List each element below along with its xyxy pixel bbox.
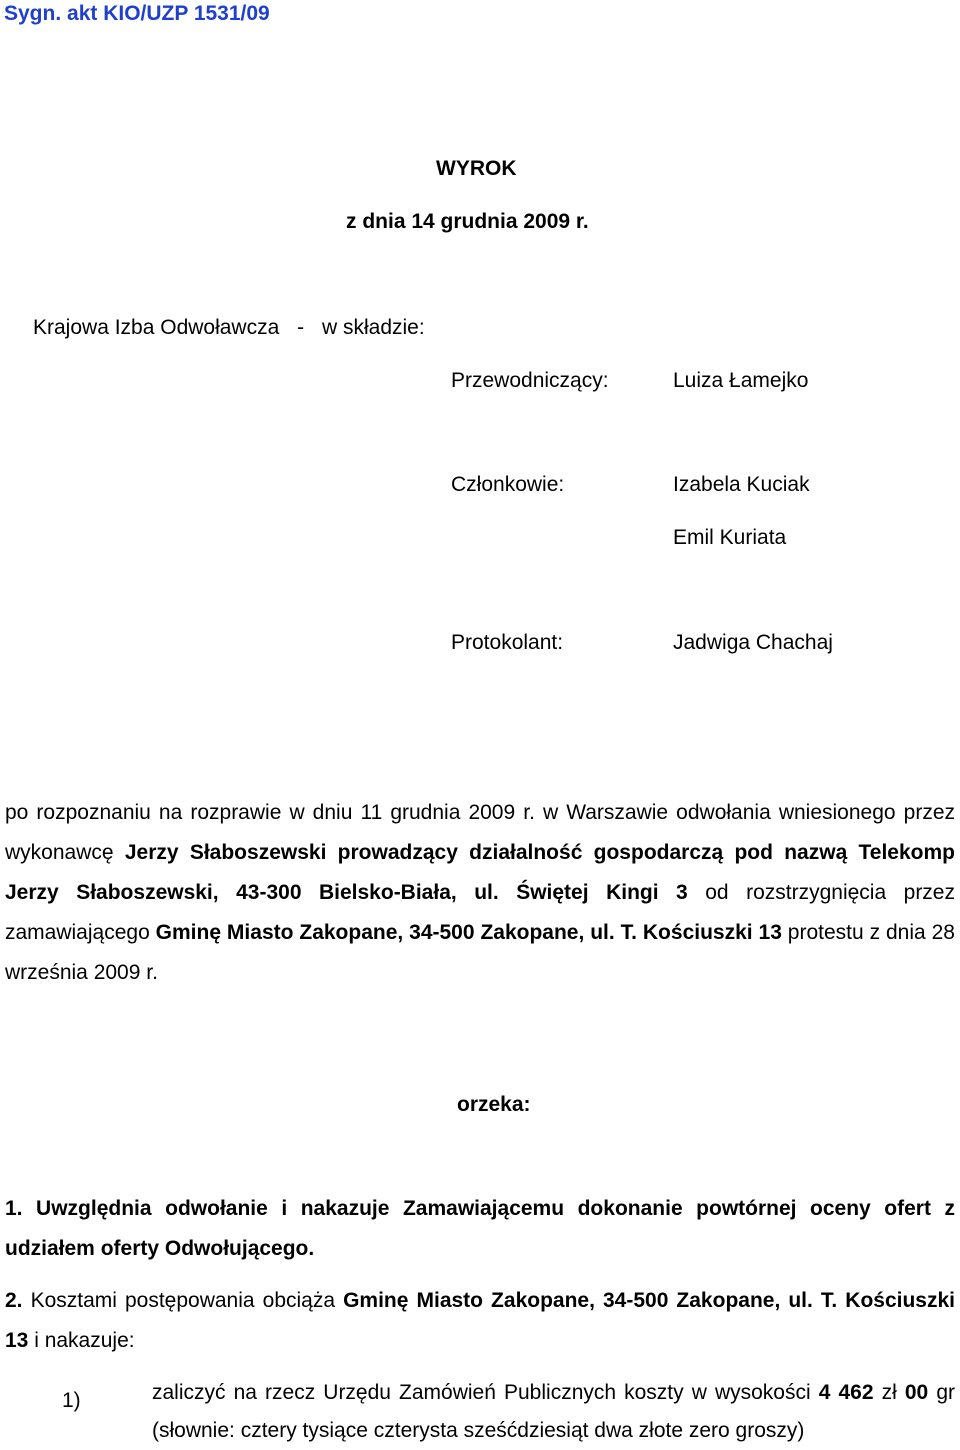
sub-point-1-body: zaliczyć na rzecz Urzędu Zamówień Publicznych koszty w wysokości bbox=[152, 1381, 819, 1404]
ruling-heading: orzeka: bbox=[457, 1093, 531, 1116]
document-title: WYROK bbox=[436, 157, 517, 180]
point-2-tail: i nakazuje: bbox=[28, 1329, 135, 1352]
amount-unit: zł bbox=[873, 1381, 905, 1404]
ruling-point-1: 1. Uwzględnia odwołanie i nakazuje Zamawiającemu dokonanie powtórnej oceny ofert z udziałem oferty Odwołującego. bbox=[5, 1197, 955, 1260]
amount-in-words: gr (słownie: cztery tysiące czterysta sześćdziesiąt dwa złote zero groszy) bbox=[152, 1381, 955, 1442]
member-name-2: Emil Kuriata bbox=[673, 526, 787, 549]
intro-paragraph bbox=[5, 793, 955, 993]
intro-text-2: od rozstrzygnięcia przez zamawiającego bbox=[5, 881, 955, 944]
intro-text-1: po rozpoznaniu na rozprawie w dniu 11 grudnia 2009 r. w Warszawie odwołania wniesionego przez wykonawcę bbox=[5, 801, 955, 864]
member-name-1: Izabela Kuciak bbox=[673, 473, 810, 496]
appellant-name: Jerzy Słaboszewski prowadzący działalność gospodarczą pod nazwą Telekomp Jerzy Słaboszewski, 43-300 Bielsko-Biała, ul. Świętej Kingi 3 bbox=[5, 841, 955, 904]
clerk-name: Jadwiga Chachaj bbox=[673, 631, 833, 654]
case-signature: Sygn. akt KIO/UZP 1531/09 bbox=[4, 2, 270, 25]
members-label: Członkowie: bbox=[451, 473, 565, 496]
chair-name: Luiza Łamejko bbox=[673, 369, 809, 392]
clerk-label: Protokolant: bbox=[451, 631, 564, 654]
intro-dash: - bbox=[297, 316, 305, 339]
cost-bearer: Gminę Miasto Zakopane, 34-500 Zakopane, ul. T. Kościuszki 13 bbox=[5, 1289, 955, 1352]
point-2-number: 2. bbox=[5, 1289, 23, 1312]
intro-text-3: protestu z dnia 28 września 2009 r. bbox=[5, 921, 955, 984]
panel-intro-rest: w składzie: bbox=[321, 316, 425, 339]
ruling-date: z dnia 14 grudnia 2009 r. bbox=[346, 210, 589, 233]
amount-grosze: 00 bbox=[904, 1381, 929, 1404]
sub-point-1-number: 1) bbox=[62, 1389, 81, 1412]
ruling-point-2 bbox=[5, 1281, 955, 1361]
sub-point-1-text bbox=[152, 1374, 955, 1450]
amount-zloty: 4 462 bbox=[818, 1381, 874, 1404]
chair-label: Przewodniczący: bbox=[451, 369, 609, 392]
panel-intro bbox=[33, 316, 425, 340]
point-2-text: Kosztami postępowania obciąża bbox=[22, 1289, 344, 1312]
contracting-authority: Gminę Miasto Zakopane, 34-500 Zakopane, ul. T. Kościuszki 13 bbox=[155, 921, 782, 944]
court-name: Krajowa Izba Odwoławcza bbox=[33, 316, 280, 339]
